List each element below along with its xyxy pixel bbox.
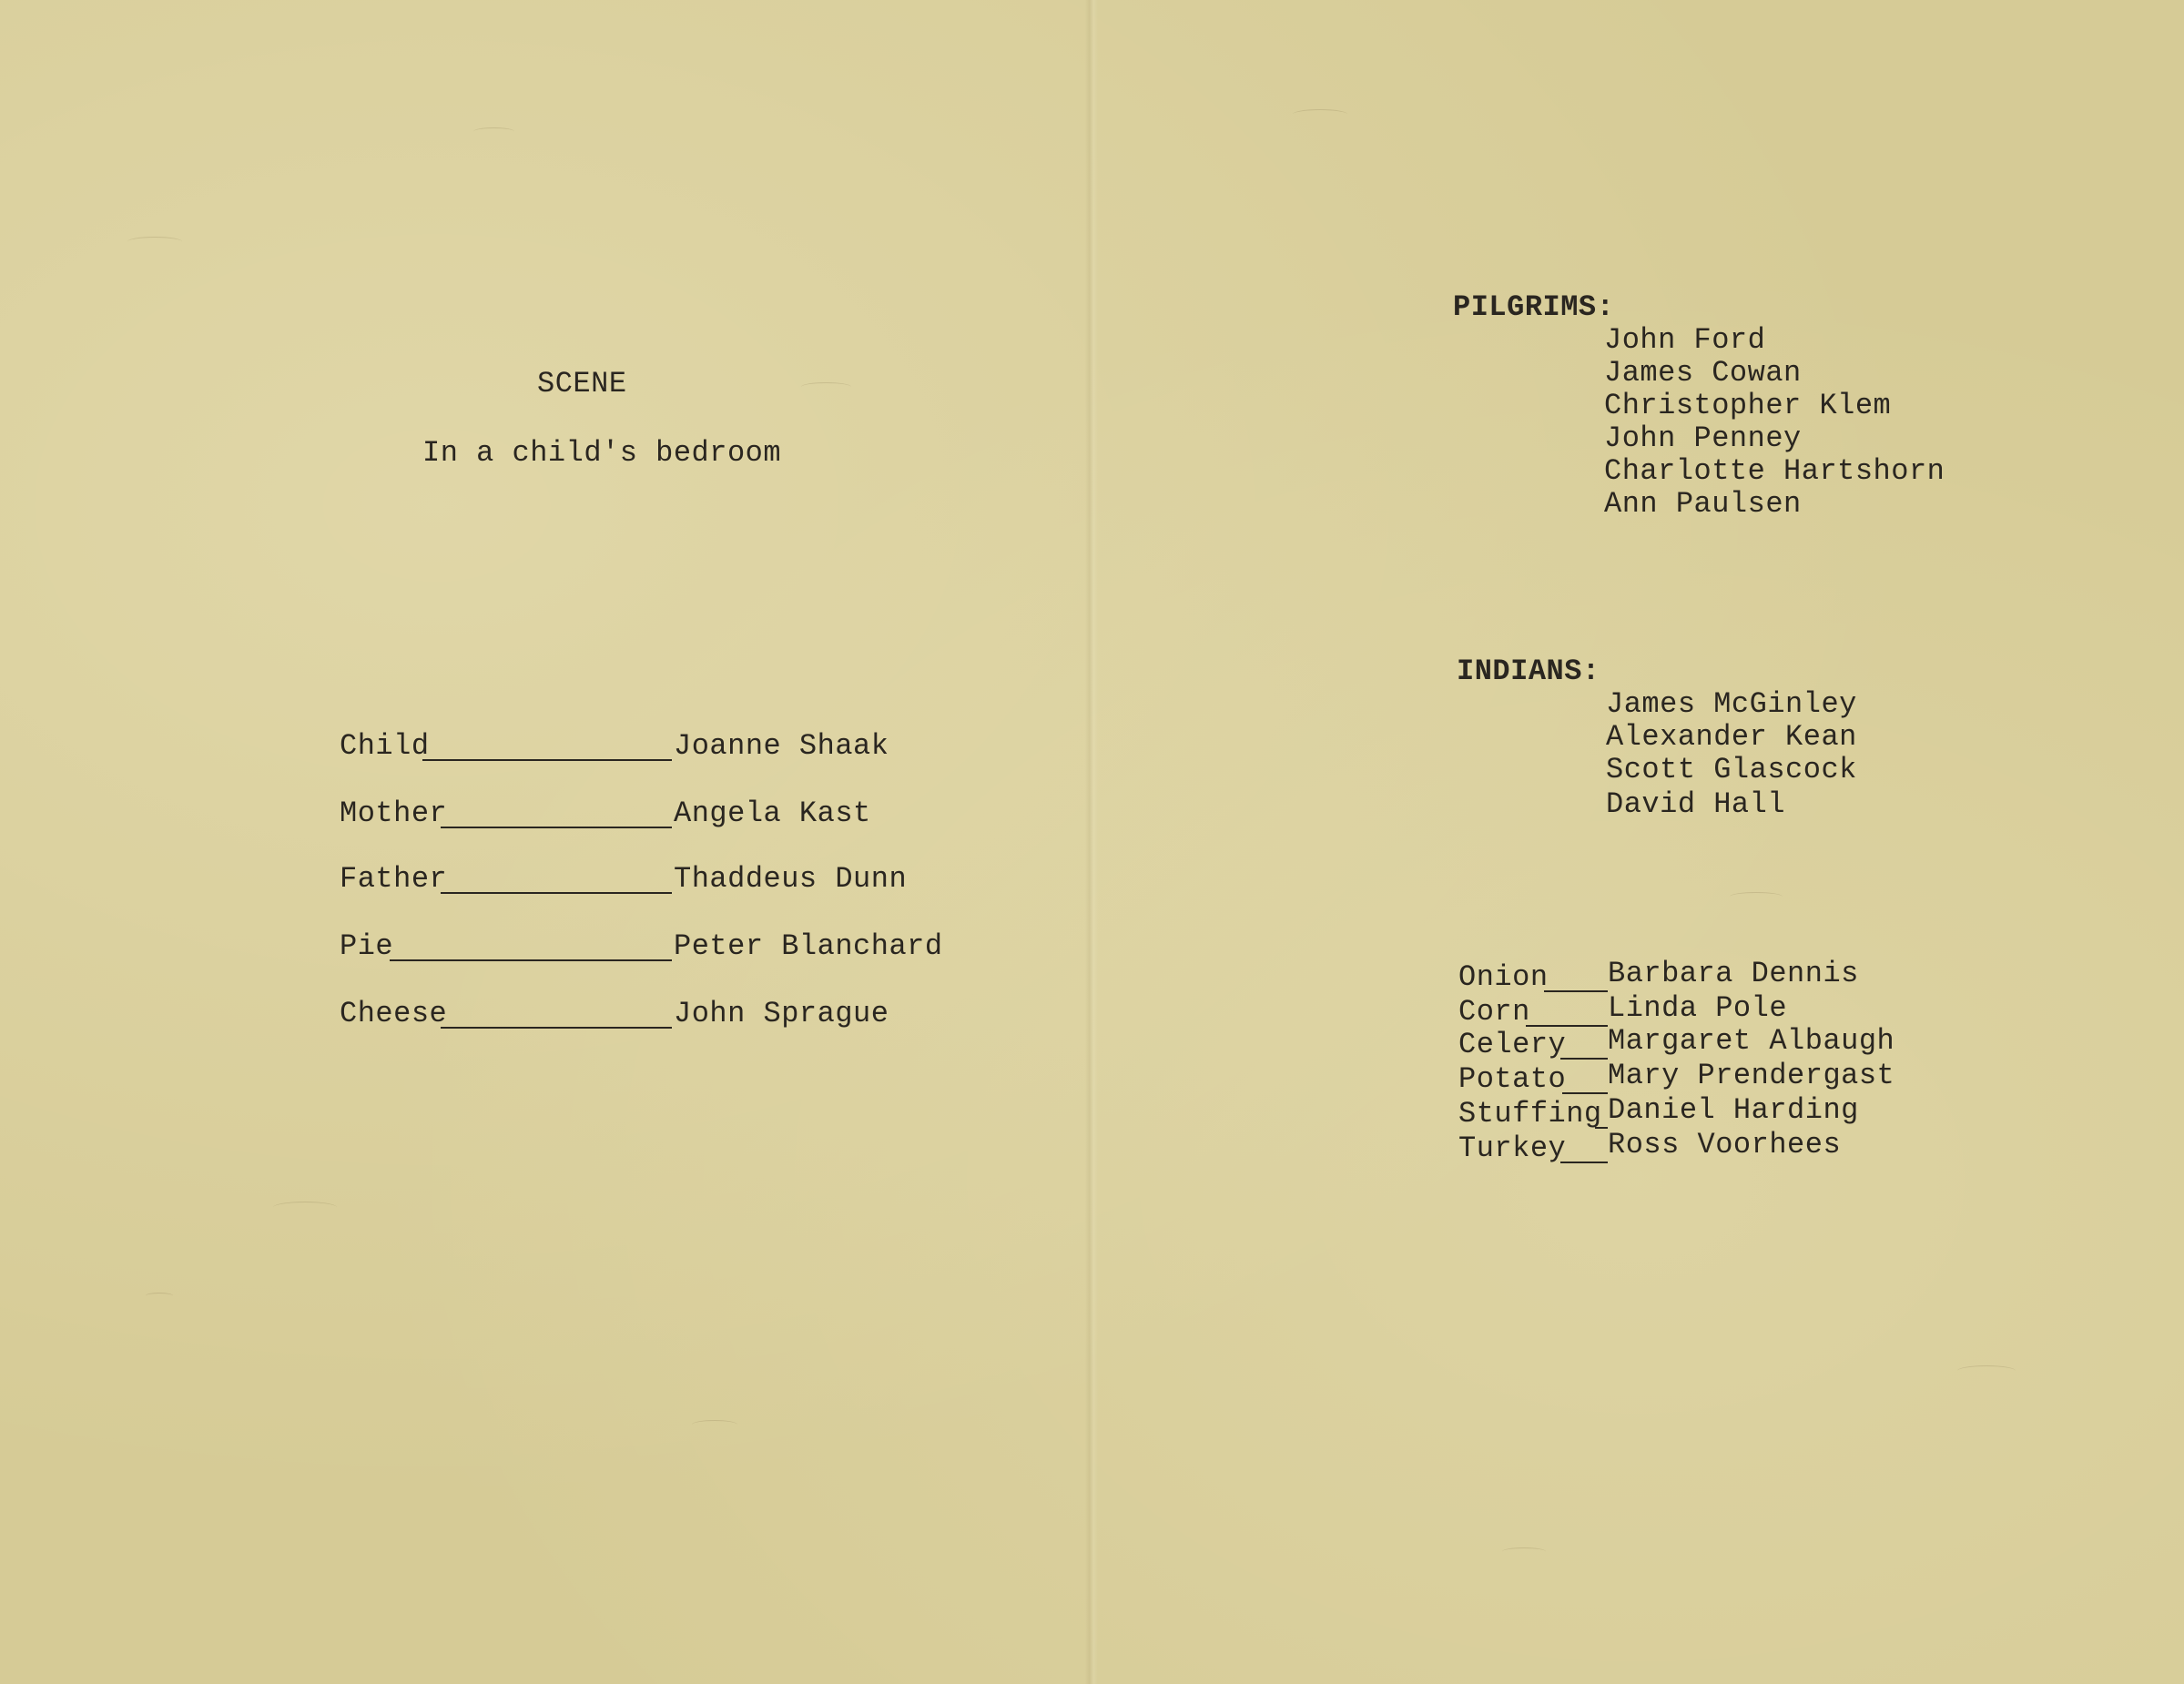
pilgrim-name: Ann Paulsen — [1604, 487, 1802, 521]
leader-line — [1595, 1127, 1608, 1129]
food-role-stuffing: Stuffing — [1458, 1097, 1602, 1131]
food-role-onion: Onion — [1458, 960, 1549, 994]
paper-fiber — [1293, 109, 1347, 119]
cast-role-cheese: Cheese — [340, 997, 448, 1030]
food-role-turkey: Turkey — [1458, 1131, 1567, 1165]
food-actor: Margaret Albaugh — [1608, 1024, 1895, 1058]
paper-fiber — [1730, 892, 1783, 901]
leader-line — [1562, 1092, 1608, 1094]
paper-fiber — [1957, 1365, 2016, 1376]
leader-line — [441, 892, 672, 894]
paper-fiber — [146, 1293, 173, 1299]
leader-line — [441, 827, 672, 828]
cast-actor: Thaddeus Dunn — [674, 862, 908, 896]
cast-actor: Peter Blanchard — [674, 929, 943, 963]
cast-role-mother: Mother — [340, 796, 448, 830]
paper-fiber — [692, 1420, 737, 1429]
food-role-celery: Celery — [1458, 1028, 1567, 1061]
scene-description: In a child's bedroom — [422, 436, 782, 470]
food-actor: Barbara Dennis — [1608, 957, 1859, 990]
cast-role-child: Child — [340, 729, 430, 763]
scene-heading: SCENE — [537, 367, 627, 401]
paper-fiber — [127, 237, 182, 247]
food-actor: Daniel Harding — [1608, 1093, 1859, 1127]
paper-fiber — [1502, 1547, 1546, 1556]
cast-actor: John Sprague — [674, 997, 889, 1030]
indian-name: James McGinley — [1606, 687, 1857, 721]
food-role-corn: Corn — [1458, 995, 1530, 1029]
cast-role-pie: Pie — [340, 929, 394, 963]
pilgrim-name: John Ford — [1604, 323, 1766, 357]
leader-line — [1526, 1025, 1608, 1027]
leader-line — [1544, 990, 1608, 992]
pilgrim-name: John Penney — [1604, 421, 1802, 455]
food-role-potato: Potato — [1458, 1062, 1567, 1096]
cast-actor: Joanne Shaak — [674, 729, 889, 763]
pilgrim-name: Charlotte Hartshorn — [1604, 454, 1945, 488]
food-actor: Linda Pole — [1608, 991, 1788, 1025]
leader-line — [1560, 1058, 1608, 1060]
leader-line — [1560, 1162, 1608, 1163]
pilgrims-heading: PILGRIMS: — [1453, 290, 1615, 324]
indian-name: Scott Glascock — [1606, 753, 1857, 786]
leader-line — [422, 759, 672, 761]
leader-line — [390, 959, 672, 961]
indian-name: Alexander Kean — [1606, 720, 1857, 754]
page-fold — [1085, 0, 1098, 1684]
indians-heading: INDIANS: — [1457, 654, 1600, 688]
pilgrim-name: James Cowan — [1604, 356, 1802, 390]
leader-line — [441, 1027, 672, 1029]
paper-fiber — [801, 382, 851, 391]
paper-fiber — [473, 127, 514, 136]
indian-name: David Hall — [1606, 787, 1786, 821]
cast-role-father: Father — [340, 862, 448, 896]
paper-fiber — [273, 1202, 337, 1213]
cast-actor: Angela Kast — [674, 796, 871, 830]
pilgrim-name: Christopher Klem — [1604, 389, 1892, 422]
food-actor: Mary Prendergast — [1608, 1059, 1895, 1092]
food-actor: Ross Voorhees — [1608, 1128, 1842, 1162]
